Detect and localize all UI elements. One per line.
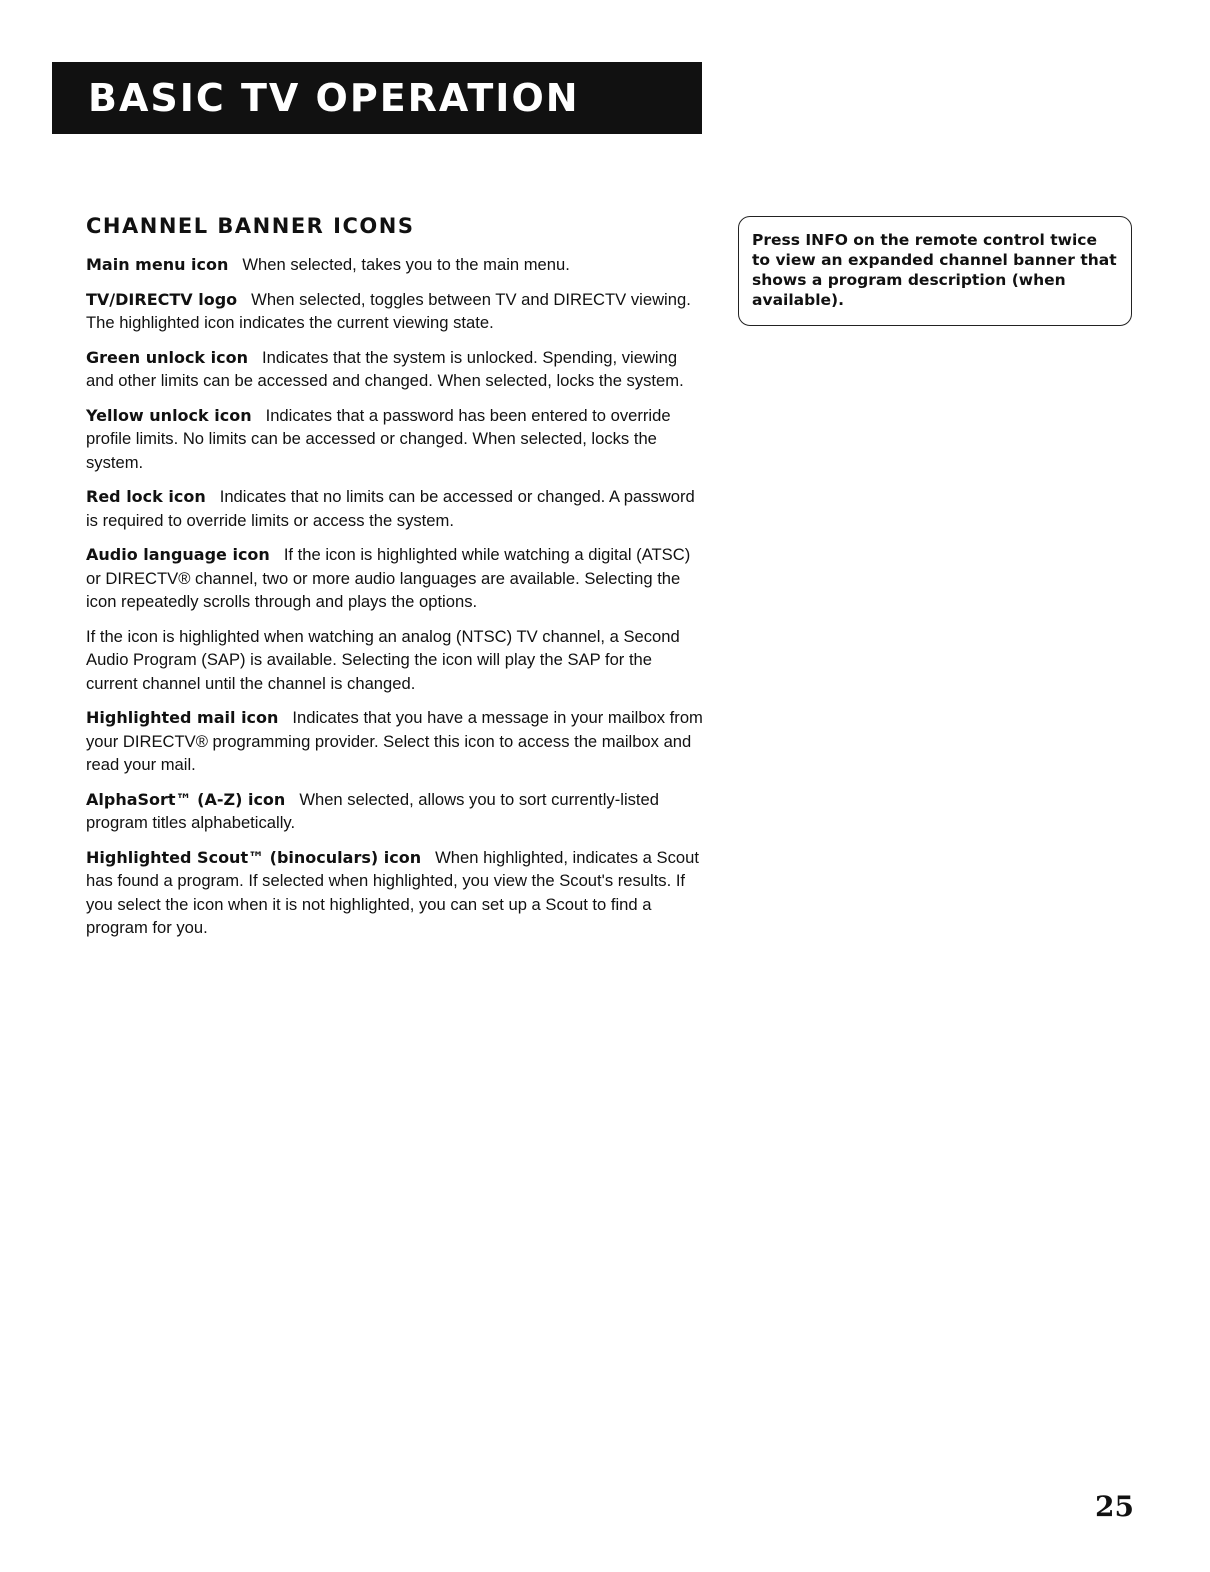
entry-yellow-unlock-icon <box>86 404 706 475</box>
entry-term: Highlighted mail icon <box>86 708 279 727</box>
entry-green-unlock-icon <box>86 346 706 393</box>
entry-text: Indicates that no limits can be accessed or changed. A password is required to override limits or access the system. <box>86 487 695 530</box>
entry-audio-language-icon <box>86 543 706 614</box>
entry-term: AlphaSort™ (A-Z) icon <box>86 789 286 809</box>
header-bar <box>52 62 702 134</box>
entry-term: Highlighted Scout™ (binoculars) icon <box>86 847 422 867</box>
entry-term: Audio language icon <box>86 545 270 564</box>
entry-alphasort-icon <box>86 788 706 835</box>
entry-text: When selected, allows you to sort currently-listed program titles alphabetically. <box>86 789 659 832</box>
entry-main-menu-icon <box>86 253 706 277</box>
entry-red-lock-icon <box>86 485 706 532</box>
tip-callout-box <box>738 216 1132 326</box>
page-number: 25 <box>1095 1490 1134 1523</box>
entry-text: If the icon is highlighted while watching a digital (ATSC) or DIRECTV® channel, two or more audio languages are available. Selecting the icon repeatedly scrolls through and plays the options. <box>86 545 691 611</box>
entry-term: Red lock icon <box>86 487 206 506</box>
entry-text: If the icon is highlighted when watching an analog (NTSC) TV channel, a Second Audio Program (SAP) is available. Selecting the icon will play the SAP for the current channel until the channel is changed. <box>86 626 680 693</box>
entry-highlighted-mail-icon <box>86 706 706 777</box>
entry-tv-directv-logo <box>86 288 706 335</box>
entry-term: Main menu icon <box>86 255 229 274</box>
entry-text: When selected, toggles between TV and DIRECTV viewing. The highlighted icon indicates the current viewing state. <box>86 289 691 332</box>
tip-text: Press INFO on the remote control twice to view an expanded channel banner that shows a program description (when available). <box>752 231 1117 309</box>
page-title: BASIC TV OPERATION <box>88 76 580 120</box>
entry-scout-icon <box>86 846 706 940</box>
entry-text: Indicates that you have a message in your mailbox from your DIRECTV® programming provider. Select this icon to access the mailbox and read your mail. <box>86 708 703 774</box>
entry-text: Indicates that the system is unlocked. Spending, viewing and other limits can be accessed and changed. When selected, locks the system. <box>86 347 684 390</box>
entry-audio-language-sap <box>86 625 706 696</box>
entry-text: Indicates that a password has been entered to override profile limits. No limits can be accessed or changed. When selected, locks the system. <box>86 405 671 472</box>
section-heading: CHANNEL BANNER ICONS <box>86 214 415 238</box>
entry-text: When selected, takes you to the main menu. <box>242 255 570 274</box>
entry-term: Yellow unlock icon <box>86 405 252 425</box>
entry-term: Green unlock icon <box>86 347 248 367</box>
entry-term: TV/DIRECTV logo <box>86 289 238 309</box>
entry-list <box>86 253 706 951</box>
entry-text: When highlighted, indicates a Scout has found a program. If selected when highlighted, you view the Scout's results. If you select the icon when it is not highlighted, you can set up a Scout to find a program for you. <box>86 847 699 937</box>
